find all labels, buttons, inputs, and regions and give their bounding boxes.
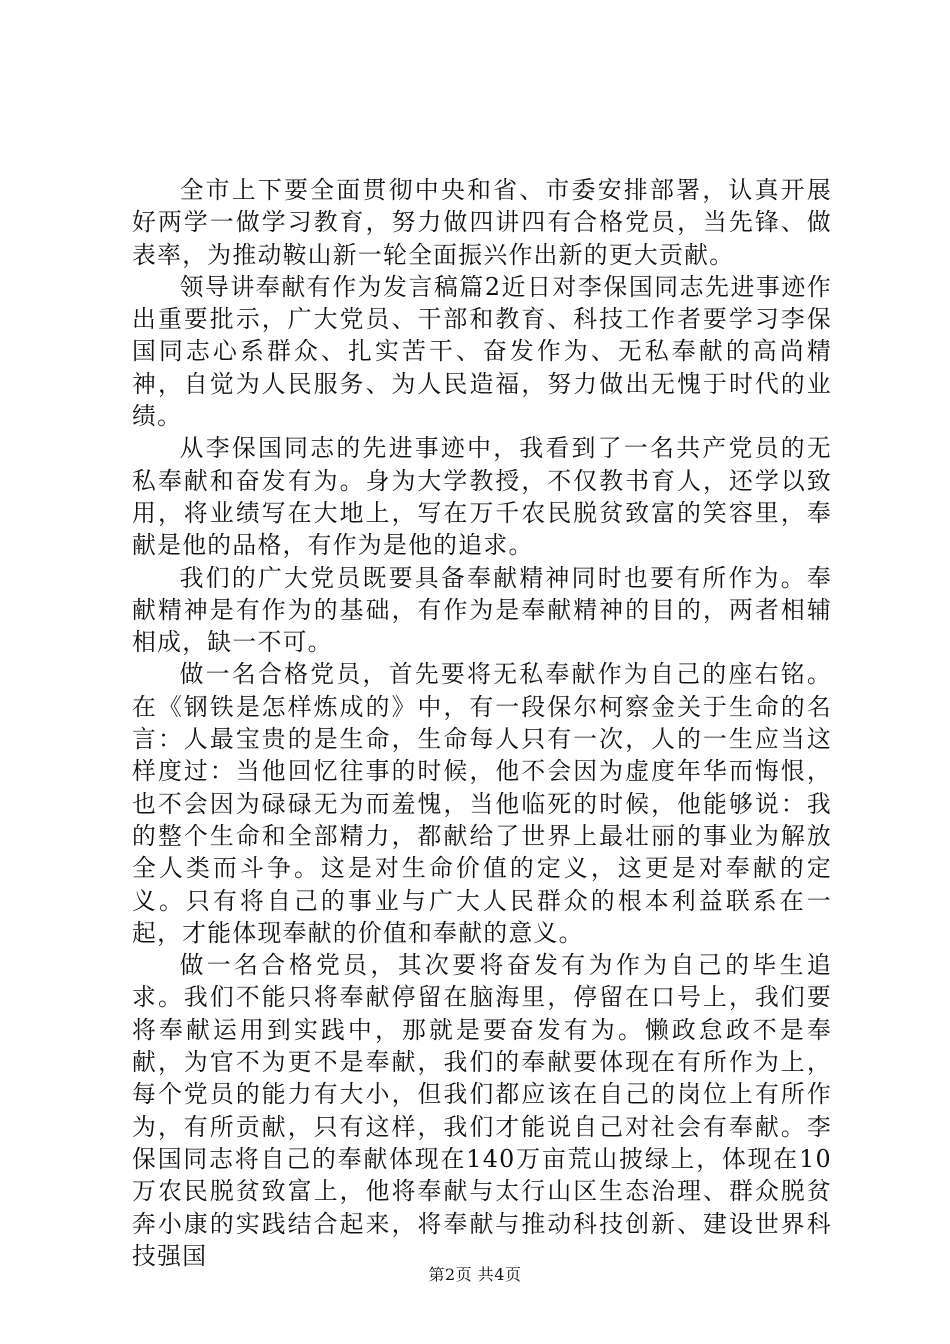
paragraph-3: 从李保国同志的先进事迹中，我看到了一名共产党员的无私奉献和奋发有为。身为大学教授，不仅教书育人，还学以致用，将业绩写在大地上，写在万千农民脱贫致富的笑容里，奉献是他的品格，有作为是他的追求。 [132, 434, 832, 560]
paragraph-1: 全市上下要全面贯彻中央和省、市委安排部署，认真开展好两学一做学习教育，努力做四讲四有合格党员，当先锋、做表率，为推动鞍山新一轮全面振兴作出新的更大贡献。 [132, 176, 832, 269]
paragraph-2: 领导讲奉献有作为发言稿篇2近日对李保国同志先进事迹作出重要批示，广大党员、干部和教育、科技工作者要学习李保国同志心系群众、扎实苦干、奋发作为、无私奉献的高尚精神，自觉为人民服务、为人民造福，努力做出无愧于时代的业绩。 [132, 272, 832, 431]
paragraph-4: 我们的广大党员既要具备奉献精神同时也要有所作为。奉献精神是有作为的基础，有作为是奉献精神的目的，两者相辅相成，缺一不可。 [132, 563, 832, 657]
document-body [132, 174, 832, 1272]
paragraph-6: 做一名合格党员，其次要将奋发有为作为自己的毕生追求。我们不能只将奉献停留在脑海里，停留在口号上，我们要将奉献运用到实践中，那就是要奋发有为。懒政怠政不是奉献，为官不为更不是奉献，我们的奉献要体现在有所作为上，每个党员的能力有大小，但我们都应该在自己的岗位上有所作为，有所贡献，只有这样，我们才能说自己对社会有奉献。李保国同志将自己的奉献体现在140万亩荒山披绿上，体现在10万农民脱贫致富上，他将奉献与太行山区生态治理、群众脱贫奔小康的实践结合起来，将奉献与推动科技创新、建设世界科技强国 [132, 951, 832, 1270]
paragraph-5: 做一名合格党员，首先要将无私奉献作为自己的座右铭。在《钢铁是怎样炼成的》中，有一段保尔柯察金关于生命的名言：人最宝贵的是生命，生命每人只有一次，人的一生应当这样度过：当他回忆往事的时候，他不会因为虚度年华而悔恨，也不会因为碌碌无为而羞愧，当他临死的时候，他能够说：我的整个生命和全部精力，都献给了世界上最壮丽的事业为解放全人类而斗争。这是对生命价值的定义，这更是对奉献的定义。只有将自己的事业与广大人民群众的根本利益联系在一起，才能体现奉献的价值和奉献的意义。 [132, 660, 832, 947]
page-number-footer: 第2页 共4页 [428, 1265, 522, 1284]
